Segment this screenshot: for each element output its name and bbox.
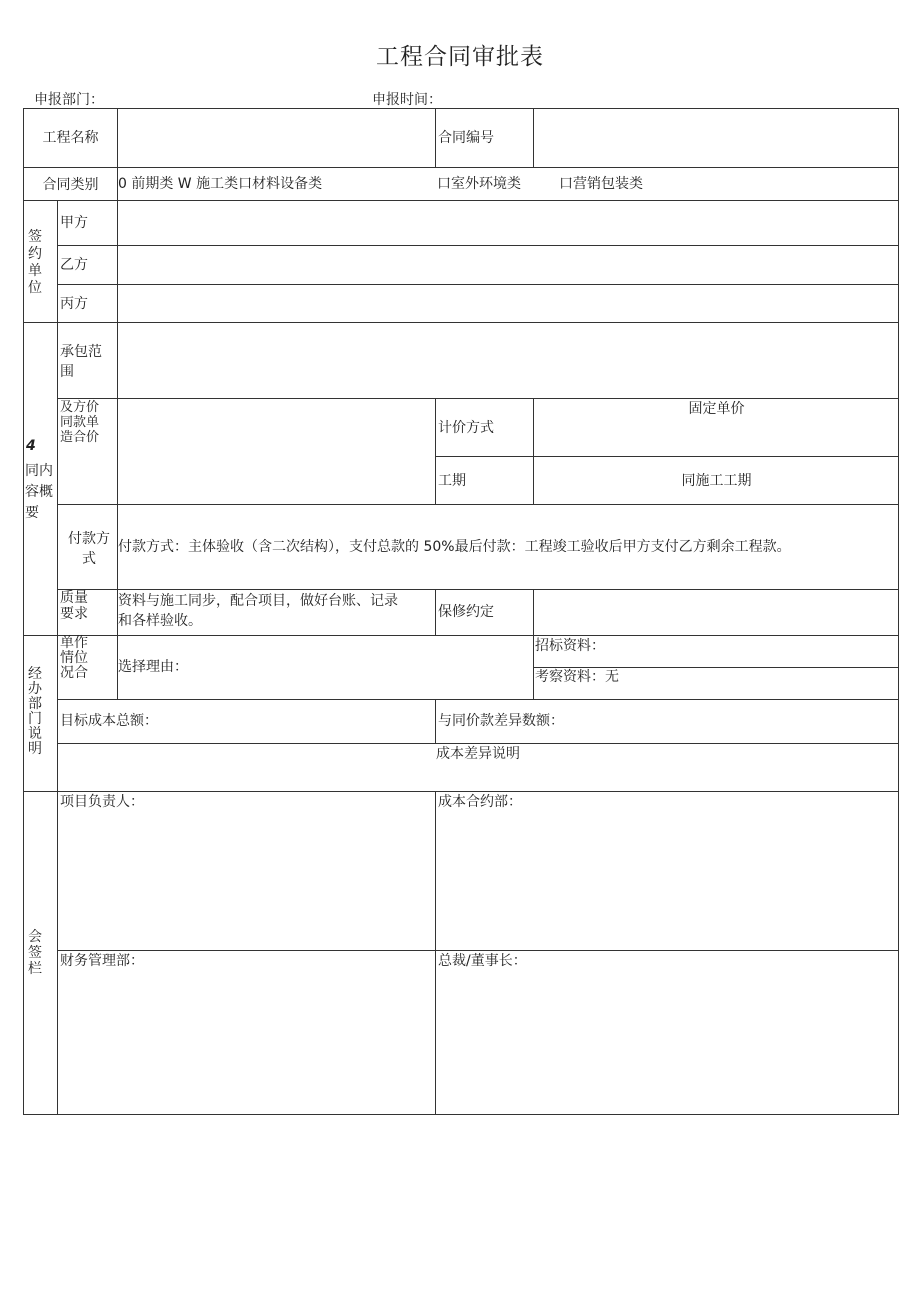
scope-label: 承包范围	[60, 344, 102, 380]
cost-diff-label: 成本差异说明	[436, 746, 520, 762]
inspection-docs-label: 考察资料：无	[535, 669, 619, 685]
warranty-label: 保修约定	[438, 604, 494, 620]
form-title: 工程合同审批表	[376, 44, 544, 70]
duration-label: 工期	[438, 473, 466, 489]
dept-section-label: 经办部门说明	[28, 666, 42, 757]
party-c-label: 丙方	[60, 296, 88, 312]
content-section-label: 同内容概要	[25, 463, 53, 521]
price-label: 及方价同款单造合价	[60, 400, 100, 445]
bidding-docs-label: 招标资料：	[535, 638, 605, 654]
finance-label: 财务管理部：	[60, 953, 144, 969]
partner-status-label: 单作情位况合	[60, 635, 88, 681]
party-a-label: 甲方	[60, 215, 88, 231]
project-lead-label: 项目负责人：	[60, 794, 144, 810]
selection-reason-label: 选择理由：	[118, 659, 188, 675]
quality-label: 质量要求	[60, 590, 88, 622]
cost-contract-label: 成本合约部：	[438, 794, 522, 810]
project-name-label: 工程名称	[42, 130, 99, 146]
quality-value-line2: 和各样验收。	[118, 613, 202, 629]
pricing-method-label: 计价方式	[438, 420, 494, 436]
pricing-method-value: 固定单价	[688, 401, 745, 417]
party-b-label: 乙方	[60, 257, 88, 273]
parties-section-label: 签约单位	[28, 229, 42, 296]
dept-label: 申报部门：	[34, 92, 104, 108]
contract-no-label: 合同编号	[438, 130, 494, 146]
president-label: 总裁/董事长：	[438, 953, 527, 969]
category-marketing-option: 口营销包装类	[559, 176, 643, 192]
category-label: 合同类别	[42, 177, 99, 193]
signoff-section-label: 会签栏	[28, 929, 42, 977]
category-outdoor-option: 口室外环境类	[437, 176, 521, 192]
duration-value: 同施工工期	[681, 473, 752, 489]
category-options: 0 前期类 W 施工类口材料设备类	[118, 176, 323, 192]
time-label: 申报时间：	[372, 92, 442, 108]
payment-value: 付款方式：主体验收（含二次结构），支付总款的 50%最后付款：工程竣工验收后甲方支付乙方剩余工程款。	[118, 539, 791, 555]
target-cost-label: 目标成本总额：	[60, 713, 158, 729]
quality-value-line1: 资料与施工同步，配合项目，做好台账、记录	[118, 593, 398, 609]
price-diff-label: 与同价款差异数额：	[438, 713, 564, 729]
content-section-number: 4	[26, 438, 36, 454]
payment-label: 付款方式	[68, 531, 110, 567]
